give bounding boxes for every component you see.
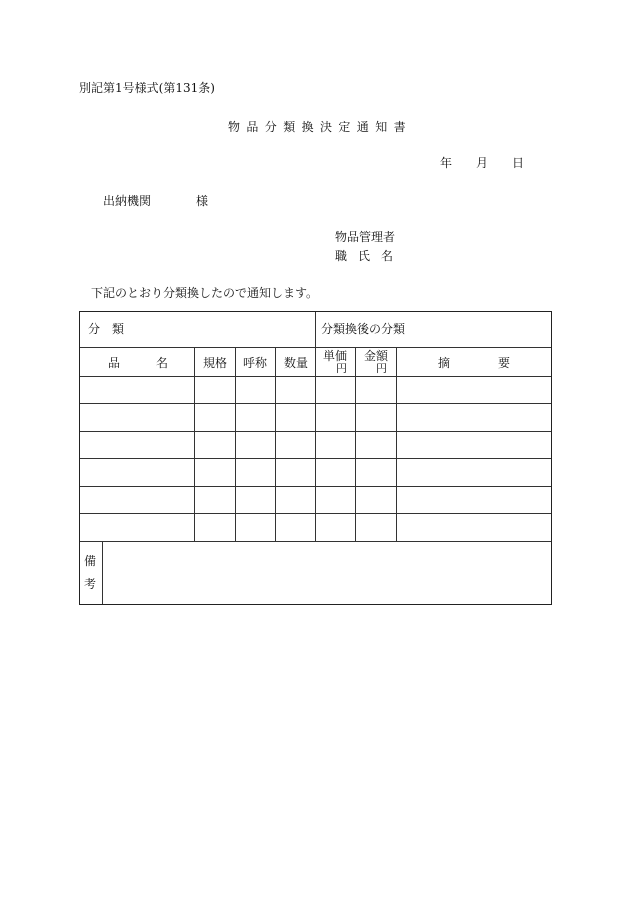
column-header-designation: 呼称 bbox=[243, 356, 268, 370]
form-reference: 別記第1号様式(第131条) bbox=[79, 81, 215, 95]
table-divider bbox=[102, 541, 103, 604]
column-header-amount: 金額 bbox=[364, 349, 389, 363]
date-day-label: 日 bbox=[512, 156, 525, 170]
column-header-remarks: 摘 要 bbox=[438, 356, 511, 370]
issuer-name-label: 職氏名 bbox=[335, 249, 405, 263]
table-divider bbox=[194, 347, 195, 541]
issuer-title: 物品管理者 bbox=[335, 230, 396, 244]
table-divider bbox=[355, 347, 356, 541]
date-year-label: 年 bbox=[440, 156, 453, 170]
unit-price-yen-label: 円 bbox=[336, 362, 347, 375]
amount-yen-label: 円 bbox=[376, 362, 387, 375]
notice-text: 下記のとおり分類換したので通知します。 bbox=[91, 286, 319, 300]
remarks-label-top: 備 bbox=[84, 554, 97, 568]
table-divider bbox=[235, 347, 236, 541]
remarks-label-bottom: 考 bbox=[84, 577, 97, 591]
document-title: 物品分類換決定通知書 bbox=[228, 120, 413, 134]
date-month-label: 月 bbox=[476, 156, 489, 170]
table-divider bbox=[315, 312, 316, 347]
table-divider bbox=[80, 541, 551, 542]
section-new-classification: 分類換後の分類 bbox=[321, 322, 406, 336]
table-divider bbox=[275, 347, 276, 541]
column-header-name: 品 名 bbox=[108, 356, 169, 370]
classification-table bbox=[79, 311, 552, 605]
column-header-quantity: 数量 bbox=[284, 356, 309, 370]
column-header-spec: 規格 bbox=[203, 356, 228, 370]
column-header-unit-price: 単価 bbox=[323, 349, 348, 363]
honorific: 様 bbox=[196, 194, 209, 208]
addressee: 出納機関 bbox=[103, 194, 152, 208]
table-divider bbox=[396, 347, 397, 541]
section-original-classification: 分 類 bbox=[88, 322, 125, 336]
table-divider bbox=[315, 347, 316, 541]
